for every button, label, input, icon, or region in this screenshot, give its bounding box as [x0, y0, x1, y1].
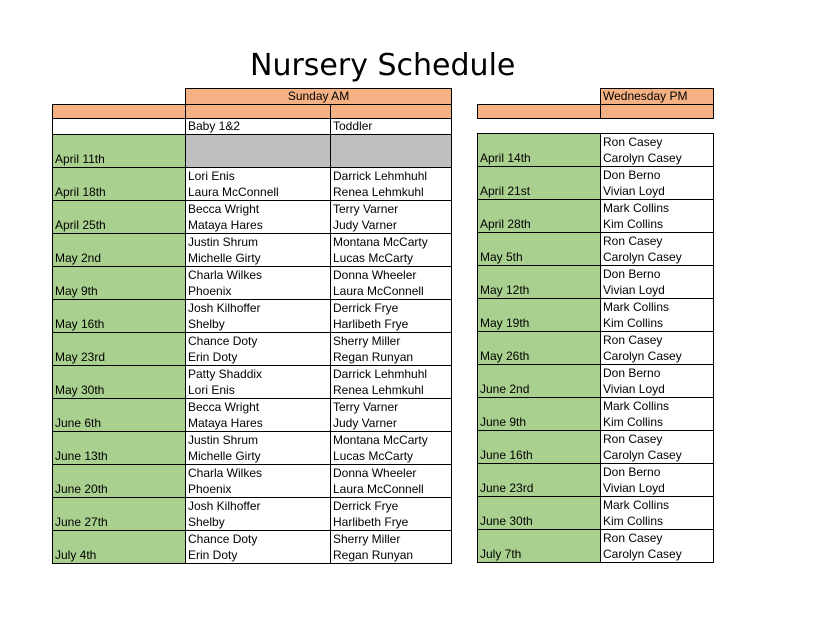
sunday-header-spacer	[53, 89, 186, 105]
wednesday-volunteer-2: Carolyn Casey	[603, 547, 682, 561]
wednesday-row	[478, 464, 714, 497]
baby-volunteer-1: Justin Shrum	[188, 433, 259, 447]
toddler-volunteer-2: Lucas McCarty	[333, 449, 414, 463]
wednesday-row	[478, 530, 714, 563]
wednesday-volunteer-2: Carolyn Casey	[603, 349, 682, 363]
wednesday-date-cell: May 12th	[478, 266, 601, 299]
sunday-toddler-cell	[331, 432, 452, 465]
sunday-date-cell: May 23rd	[53, 333, 186, 366]
sunday-baby-cell	[186, 234, 331, 267]
toddler-volunteer-2	[333, 151, 451, 167]
baby-volunteer-1: Josh Kilhoffer	[188, 499, 261, 513]
toddler-volunteer-2: Regan Runyan	[333, 350, 414, 364]
baby-volunteer-1: Lori Enis	[188, 169, 235, 183]
toddler-volunteer-1: Darrick Lehmhuhl	[333, 169, 428, 183]
sunday-baby-cell	[186, 366, 331, 399]
sunday-baby-cell	[186, 168, 331, 201]
baby-volunteer-2: Shelby	[188, 317, 225, 331]
toddler-volunteer-2: Judy Varner	[333, 218, 397, 232]
wednesday-volunteer-1: Don Berno	[603, 267, 661, 281]
wednesday-names-cell	[601, 398, 714, 431]
baby-volunteer-1: Becca Wright	[188, 202, 260, 216]
wednesday-names-cell	[601, 530, 714, 563]
sunday-toddler-cell	[331, 300, 452, 333]
page-title: Nursery Schedule	[250, 48, 516, 83]
sunday-toddler-cell	[331, 267, 452, 300]
wednesday-row	[478, 332, 714, 365]
baby-volunteer-2: Mataya Hares	[188, 218, 263, 232]
sunday-toddler-cell	[331, 333, 452, 366]
wednesday-row	[478, 398, 714, 431]
sunday-schedule-table	[52, 88, 452, 564]
sunday-date-header	[53, 105, 186, 119]
sunday-baby-cell	[186, 399, 331, 432]
sunday-row	[53, 531, 452, 564]
sunday-toddler-cell	[331, 168, 452, 201]
sunday-date-cell: April 11th	[53, 135, 186, 168]
wednesday-volunteer-2: Vivian Loyd	[603, 184, 665, 198]
toddler-volunteer-1: Sherry Miller	[333, 334, 401, 348]
wednesday-volunteer-1: Mark Collins	[603, 300, 670, 314]
sunday-date-cell: April 18th	[53, 168, 186, 201]
wednesday-names-cell	[601, 464, 714, 497]
wednesday-row	[478, 497, 714, 530]
wednesday-date-cell: June 23rd	[478, 464, 601, 497]
wednesday-date-cell: May 5th	[478, 233, 601, 266]
sunday-toddler-cell	[331, 531, 452, 564]
toddler-volunteer-2: Renea Lehmkuhl	[333, 185, 424, 199]
wednesday-schedule-table	[477, 88, 714, 563]
wednesday-date-cell: July 7th	[478, 530, 601, 563]
sunday-date-cell: May 16th	[53, 300, 186, 333]
wednesday-volunteer-1: Don Berno	[603, 168, 661, 182]
toddler-volunteer-1: Donna Wheeler	[333, 268, 417, 282]
baby-volunteer-1: Chance Doty	[188, 532, 258, 546]
wednesday-volunteer-2: Vivian Loyd	[603, 382, 665, 396]
baby-volunteer-2	[188, 151, 330, 167]
wednesday-names-cell	[601, 200, 714, 233]
wednesday-date-cell: April 21st	[478, 167, 601, 200]
sunday-row	[53, 366, 452, 399]
baby-volunteer-1: Charla Wilkes	[188, 466, 263, 480]
wednesday-names-header	[601, 105, 714, 119]
wednesday-row	[478, 134, 714, 167]
toddler-volunteer-2: Lucas McCarty	[333, 251, 414, 265]
baby-volunteer-1: Chance Doty	[188, 334, 258, 348]
sunday-date-cell: May 30th	[53, 366, 186, 399]
wednesday-names-cell	[601, 134, 714, 167]
sunday-row	[53, 201, 452, 234]
sunday-toddler-cell	[331, 234, 452, 267]
sunday-toddler-cell	[331, 135, 452, 168]
sunday-date-cell: June 20th	[53, 465, 186, 498]
sunday-row	[53, 234, 452, 267]
baby-volunteer-2: Shelby	[188, 515, 225, 529]
sunday-row	[53, 300, 452, 333]
wednesday-names-cell	[601, 299, 714, 332]
sunday-date-cell: June 6th	[53, 399, 186, 432]
wednesday-row	[478, 233, 714, 266]
wednesday-volunteer-2: Carolyn Casey	[603, 151, 682, 165]
wednesday-row	[478, 200, 714, 233]
sunday-date-cell: June 27th	[53, 498, 186, 531]
wednesday-names-cell	[601, 332, 714, 365]
wednesday-row	[478, 167, 714, 200]
toddler-volunteer-1: Sherry Miller	[333, 532, 401, 546]
sunday-toddler-cell	[331, 366, 452, 399]
sunday-baby-cell	[186, 498, 331, 531]
toddler-volunteer-1: Derrick Frye	[333, 301, 399, 315]
sunday-date-cell: May 9th	[53, 267, 186, 300]
sunday-am-header: Sunday AM	[186, 89, 452, 105]
baby-volunteer-2: Phoenix	[188, 284, 232, 298]
sunday-toddler-cell	[331, 498, 452, 531]
wednesday-volunteer-2: Carolyn Casey	[603, 250, 682, 264]
sunday-row	[53, 333, 452, 366]
wednesday-volunteer-1: Ron Casey	[603, 333, 663, 347]
sunday-baby-cell	[186, 300, 331, 333]
toddler-column-header: Toddler	[331, 119, 452, 135]
wednesday-names-cell	[601, 497, 714, 530]
wednesday-date-cell: April 28th	[478, 200, 601, 233]
wednesday-volunteer-2: Kim Collins	[603, 415, 664, 429]
sunday-toddler-cell	[331, 201, 452, 234]
sunday-row	[53, 267, 452, 300]
wednesday-volunteer-1: Ron Casey	[603, 531, 663, 545]
wednesday-date-cell: June 16th	[478, 431, 601, 464]
sunday-date-cell: July 4th	[53, 531, 186, 564]
sunday-date-cell: May 2nd	[53, 234, 186, 267]
wednesday-spacer-cell	[478, 119, 601, 134]
wednesday-date-cell: June 9th	[478, 398, 601, 431]
baby-volunteer-2: Erin Doty	[188, 548, 238, 562]
sunday-row	[53, 465, 452, 498]
toddler-column-spacer	[331, 105, 452, 119]
sunday-toddler-cell	[331, 399, 452, 432]
wednesday-volunteer-2: Kim Collins	[603, 514, 664, 528]
baby-volunteer-1: Charla Wilkes	[188, 268, 263, 282]
sunday-date-cell: April 25th	[53, 201, 186, 234]
wednesday-names-cell	[601, 266, 714, 299]
sunday-baby-cell	[186, 201, 331, 234]
baby-volunteer-1: Patty Shaddix	[188, 367, 263, 381]
sunday-baby-cell	[186, 135, 331, 168]
baby-volunteer-2: Michelle Girty	[188, 449, 261, 463]
wednesday-volunteer-2: Kim Collins	[603, 316, 664, 330]
wednesday-volunteer-1: Mark Collins	[603, 399, 670, 413]
toddler-volunteer-2: Judy Varner	[333, 416, 397, 430]
wednesday-volunteer-1: Ron Casey	[603, 432, 663, 446]
sunday-row	[53, 399, 452, 432]
wednesday-names-cell	[601, 431, 714, 464]
wednesday-date-cell: June 2nd	[478, 365, 601, 398]
wednesday-volunteer-1: Don Berno	[603, 465, 661, 479]
baby-volunteer-1	[188, 135, 330, 151]
toddler-volunteer-2: Harlibeth Frye	[333, 317, 409, 331]
toddler-volunteer-1: Terry Varner	[333, 202, 399, 216]
wednesday-row	[478, 299, 714, 332]
toddler-volunteer-2: Laura McConnell	[333, 284, 424, 298]
wednesday-date-cell: June 30th	[478, 497, 601, 530]
wednesday-names-cell	[601, 167, 714, 200]
toddler-volunteer-1: Montana McCarty	[333, 235, 428, 249]
baby-volunteer-2: Erin Doty	[188, 350, 238, 364]
toddler-volunteer-2: Laura McConnell	[333, 482, 424, 496]
baby-volunteer-2: Phoenix	[188, 482, 232, 496]
wednesday-volunteer-2: Kim Collins	[603, 217, 664, 231]
baby-volunteer-2: Mataya Hares	[188, 416, 263, 430]
wednesday-volunteer-2: Vivian Loyd	[603, 481, 665, 495]
wednesday-date-cell: May 19th	[478, 299, 601, 332]
sunday-row	[53, 135, 452, 168]
sunday-row	[53, 498, 452, 531]
toddler-volunteer-2: Renea Lehmkuhl	[333, 383, 424, 397]
sunday-baby-cell	[186, 333, 331, 366]
wednesday-date-header	[478, 105, 601, 119]
wednesday-volunteer-2: Carolyn Casey	[603, 448, 682, 462]
sunday-row	[53, 168, 452, 201]
wednesday-names-cell	[601, 365, 714, 398]
baby-volunteer-1: Becca Wright	[188, 400, 260, 414]
wednesday-volunteer-1: Mark Collins	[603, 498, 670, 512]
sunday-baby-cell	[186, 267, 331, 300]
baby-column-header: Baby 1&2	[186, 119, 331, 135]
wednesday-volunteer-1: Ron Casey	[603, 135, 663, 149]
wednesday-date-cell: April 14th	[478, 134, 601, 167]
sunday-baby-cell	[186, 531, 331, 564]
wednesday-header-spacer	[478, 89, 601, 105]
sunday-row	[53, 432, 452, 465]
wednesday-volunteer-1: Mark Collins	[603, 201, 670, 215]
wednesday-date-cell: May 26th	[478, 332, 601, 365]
toddler-volunteer-1: Darrick Lehmhuhl	[333, 367, 428, 381]
sunday-baby-cell	[186, 465, 331, 498]
toddler-volunteer-1: Terry Varner	[333, 400, 399, 414]
sunday-baby-cell	[186, 432, 331, 465]
wednesday-row	[478, 431, 714, 464]
date-column-subheader	[53, 119, 186, 135]
wednesday-spacer-cell	[601, 119, 714, 134]
toddler-volunteer-1: Derrick Frye	[333, 499, 399, 513]
baby-column-spacer	[186, 105, 331, 119]
baby-volunteer-2: Lori Enis	[188, 383, 235, 397]
baby-volunteer-1: Justin Shrum	[188, 235, 259, 249]
baby-volunteer-2: Michelle Girty	[188, 251, 261, 265]
sunday-toddler-cell	[331, 465, 452, 498]
toddler-volunteer-2: Harlibeth Frye	[333, 515, 409, 529]
wednesday-names-cell	[601, 233, 714, 266]
baby-volunteer-2: Laura McConnell	[188, 185, 279, 199]
wednesday-volunteer-1: Ron Casey	[603, 234, 663, 248]
wednesday-volunteer-2: Vivian Loyd	[603, 283, 665, 297]
wednesday-pm-header: Wednesday PM	[601, 89, 714, 105]
baby-volunteer-1: Josh Kilhoffer	[188, 301, 261, 315]
wednesday-volunteer-1: Don Berno	[603, 366, 661, 380]
sunday-date-cell: June 13th	[53, 432, 186, 465]
toddler-volunteer-1	[333, 135, 451, 151]
toddler-volunteer-2: Regan Runyan	[333, 548, 414, 562]
wednesday-row	[478, 365, 714, 398]
toddler-volunteer-1: Donna Wheeler	[333, 466, 417, 480]
wednesday-row	[478, 266, 714, 299]
toddler-volunteer-1: Montana McCarty	[333, 433, 428, 447]
